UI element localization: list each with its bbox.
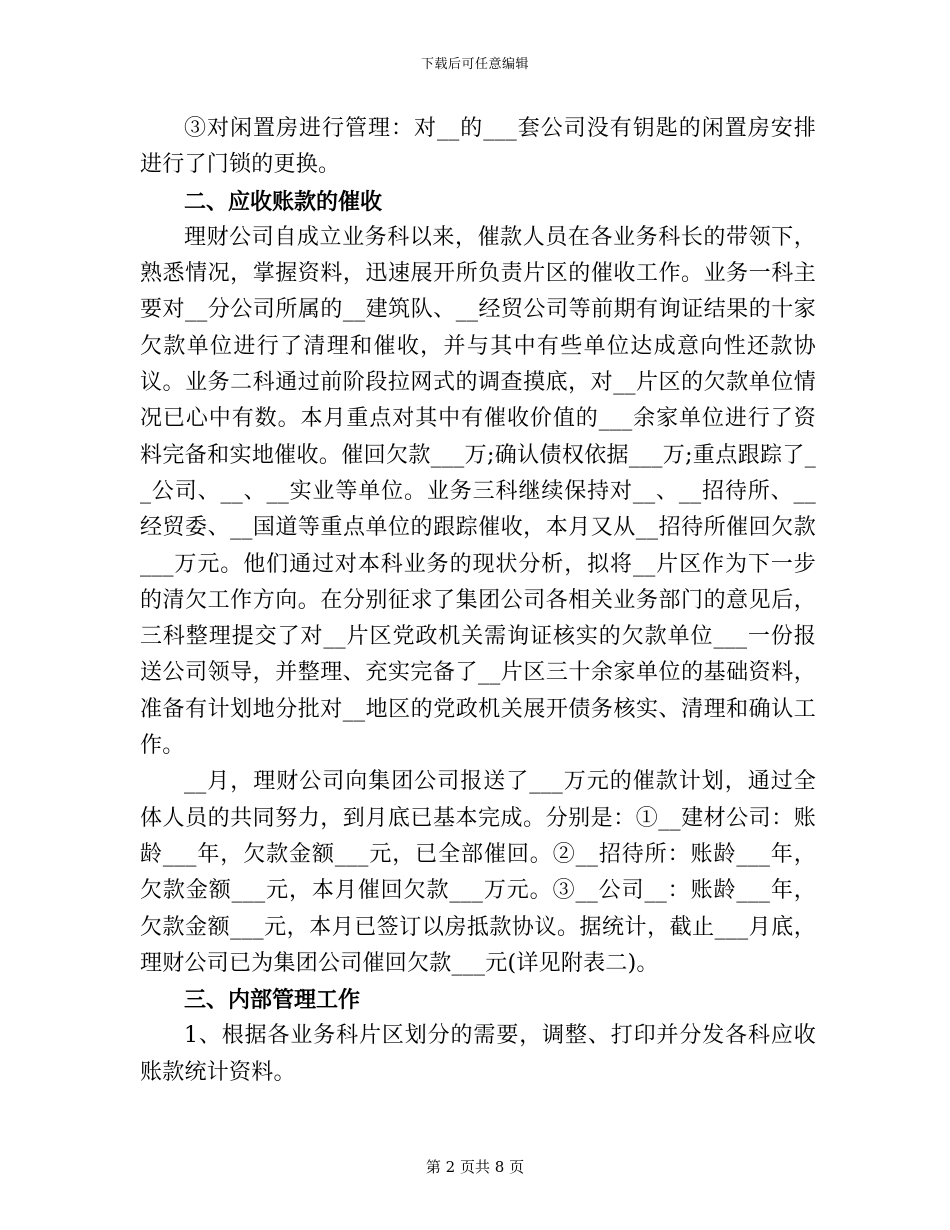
page-header: 下载后可任意编辑 [420, 57, 529, 72]
document-body [140, 111, 816, 1091]
section-heading-internal-management: 三、内部管理工作 [184, 987, 361, 1014]
page-footer: 第 2 页共 8 页 [425, 1158, 525, 1176]
paragraph-internal-item-1: 1、根据各业务科片区划分的需要，调整、打印并分发各科应收账款统计资料。 [140, 1023, 816, 1085]
section-heading-receivables: 二、应收账款的催收 [184, 188, 383, 215]
paragraph-collection-plan: __月，理财公司向集团公司报送了___万元的催款计划，通过全体人员的共同努力，到月底已基本完成。分别是：①__建材公司：账龄___年，欠款金额___元，已全部催回。②__招待所：账龄___年，欠款金额___元，本月催回欠款___万元。③__公司__：账龄___年，欠款金额___元，本月已签订以房抵款协议。据统计，截止___月底，理财公司已为集团公司催回欠款___元(详见附表二)。 [140, 769, 816, 976]
paragraph-idle-housing: ③对闲置房进行管理：对__的___套公司没有钥匙的闲置房安排进行了门锁的更换。 [140, 116, 816, 178]
paragraph-collection-work: 理财公司自成立业务科以来，催款人员在各业务科长的带领下，熟悉情况，掌握资料，迅速展开所负责片区的催收工作。业务一科主要对__分公司所属的__建筑队、__经贸公司等前期有询证结果的十家欠款单位进行了清理和催收，并与其中有些单位达成意向性还款协议。业务二科通过前阶段拉网式的调查摸底，对__片区的欠款单位情况已心中有数。本月重点对其中有催收价值的___余家单位进行了资料完备和实地催收。催回欠款___万;确认债权依据___万;重点跟踪了__公司、__、__实业等单位。业务三科继续保持对__、__招待所、__经贸委、__国道等重点单位的跟踪催收，本月又从__招待所催回欠款___万元。他们通过对本科业务的现状分析，拟将__片区作为下一步的清欠工作方向。在分别征求了集团公司各相关业务部门的意见后，三科整理提交了对__片区党政机关需询证核实的欠款单位___一份报送公司领导，并整理、充实完备了__片区三十余家单位的基础资料，准备有计划地分批对__地区的党政机关展开债务核实、清理和确认工作。 [140, 224, 816, 759]
